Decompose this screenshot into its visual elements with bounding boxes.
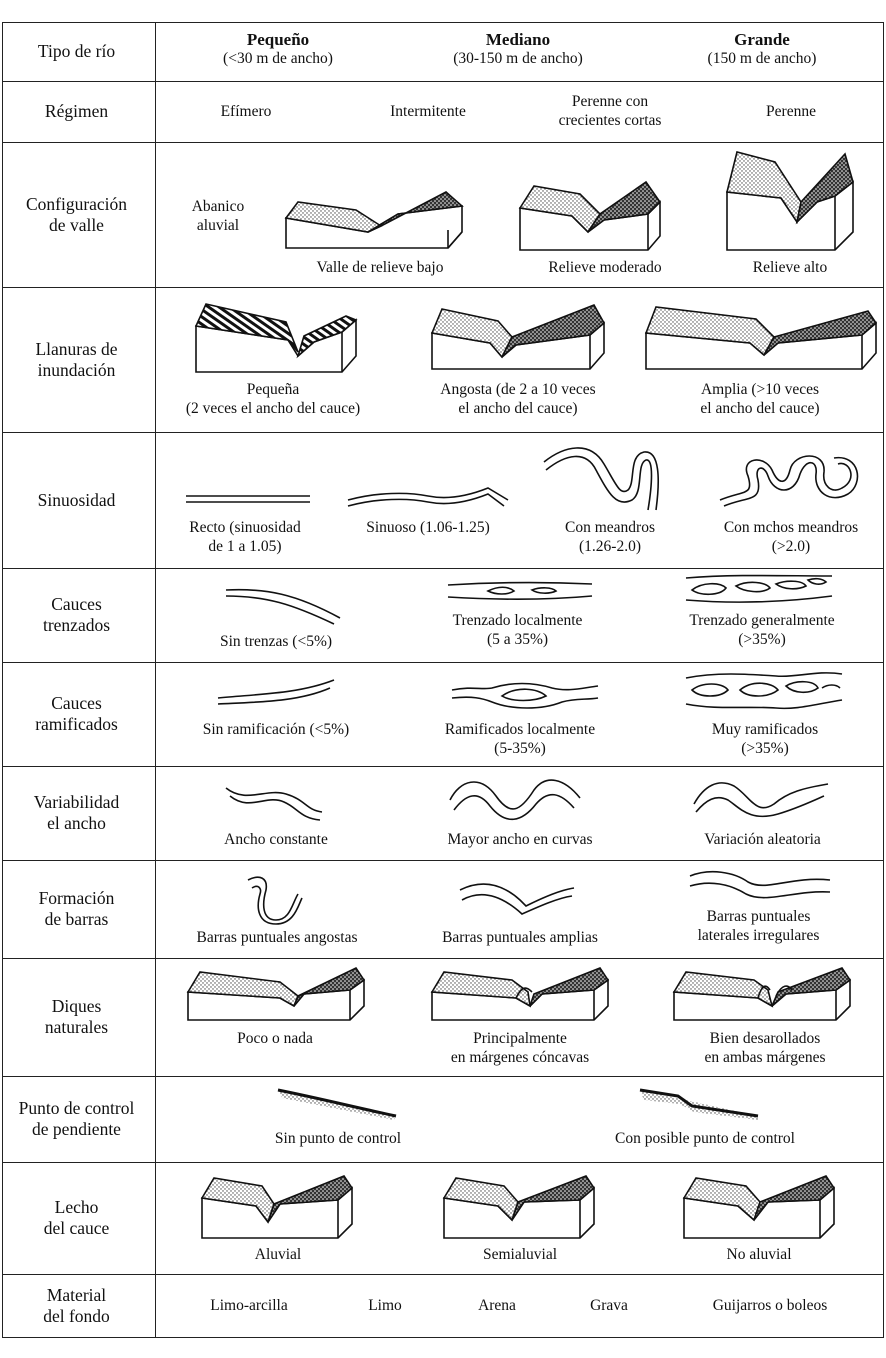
ramificados-sin: Sin ramificación (<5%) xyxy=(202,721,350,738)
ramificados-localmente-line1: Ramificados localmente xyxy=(444,721,596,738)
tipo-grande-sub: (150 m de ancho) xyxy=(707,50,817,67)
variabilidad-curvas: Mayor ancho en curvas xyxy=(447,831,593,848)
llanuras-angosta xyxy=(418,380,618,418)
sinuosidad-muchos-line1: Con mchos meandros xyxy=(723,519,859,536)
row-head-valle xyxy=(0,142,153,287)
ramificados-muy xyxy=(690,720,840,758)
levees-concave-block xyxy=(432,968,608,1020)
valle-relieve-bajo: Valle de relieve bajo xyxy=(316,259,444,276)
variabilidad-head-line1: Variabilidad xyxy=(33,792,120,812)
random-width-variation-sketch xyxy=(694,776,828,822)
row-head-variabilidad xyxy=(0,766,153,860)
trenzados-generalmente xyxy=(672,611,852,649)
llanuras-pequena xyxy=(168,380,378,418)
valle-abanico xyxy=(178,197,258,235)
sinuous-channel-sketch xyxy=(348,482,508,510)
punto-head-line2: de pendiente xyxy=(32,1119,121,1139)
row-head-llanuras xyxy=(0,287,153,432)
constant-width-sketch xyxy=(226,784,326,820)
trenzados-generalmente-line1: Trenzado generalmente xyxy=(689,612,835,629)
llanuras-amplia xyxy=(665,380,855,418)
lecho-head-line2: del cauce xyxy=(43,1218,110,1238)
ramificados-localmente xyxy=(425,720,615,758)
llanuras-pequena-line1: Pequeña xyxy=(246,381,300,398)
valley-moderate-relief-block xyxy=(520,180,660,250)
tipo-pequeno xyxy=(193,30,363,68)
bed-semialluvial-block xyxy=(444,1174,594,1238)
llanuras-amplia-line2: el ancho del cauce) xyxy=(700,400,820,417)
trenzados-localmente-line1: Trenzado localmente xyxy=(452,612,583,629)
valle-abanico-line1: Abanico xyxy=(191,198,245,215)
tipo-mediano xyxy=(428,30,608,68)
diques-concavas xyxy=(430,1029,610,1067)
material-head-line2: del fondo xyxy=(43,1306,110,1326)
llanuras-head-line1: Llanuras de xyxy=(35,338,118,359)
barras-amplias: Barras puntuales amplias xyxy=(442,929,598,946)
diques-head-line1: Diques xyxy=(51,996,102,1016)
regimen-perenne-crecientes xyxy=(540,92,680,130)
tipo-pequeno-sub: (<30 m de ancho) xyxy=(223,50,333,67)
barras-irregulares-line1: Barras puntuales xyxy=(706,908,811,925)
ramificados-head-line2: ramificados xyxy=(35,714,118,734)
narrow-point-bars-sketch xyxy=(248,874,302,924)
ramificados-muy-line2: (>35%) xyxy=(741,740,789,757)
regimen-perenne-line1: Perenne con xyxy=(571,93,649,110)
lecho-semialuvial: Semialuvial xyxy=(482,1246,558,1263)
row-head-tipo: Tipo de río xyxy=(37,41,116,61)
highly-branched-sketch xyxy=(686,670,842,710)
barras-irregulares-line2: laterales irregulares xyxy=(697,927,820,944)
material-head-line1: Material xyxy=(46,1285,107,1305)
no-branching-sketch xyxy=(218,680,334,706)
wide-point-bars-sketch xyxy=(460,880,574,916)
floodplain-narrow-block xyxy=(432,303,604,369)
levees-little-block xyxy=(188,968,364,1020)
material-limo: Limo xyxy=(368,1297,402,1314)
bed-nonalluvial-block xyxy=(684,1174,834,1238)
variabilidad-constante: Ancho constante xyxy=(224,831,328,848)
trenzados-sin: Sin trenzas (<5%) xyxy=(219,633,333,650)
sinuosidad-muchos-meandros xyxy=(706,518,876,556)
diques-concavas-line2: en márgenes cóncavas xyxy=(450,1049,590,1066)
lecho-no-aluvial: No aluvial xyxy=(726,1246,792,1263)
punto-head-line1: Punto de control xyxy=(18,1098,135,1118)
row-head-barras xyxy=(0,860,153,958)
wider-at-bends-sketch xyxy=(450,776,580,822)
locally-branched-sketch xyxy=(452,680,598,710)
trenzados-localmente-line2: (5 a 35%) xyxy=(486,631,549,648)
punto-posible: Con posible punto de control xyxy=(615,1130,795,1147)
valle-head-line2: de valle xyxy=(49,214,104,235)
sinuosidad-recto xyxy=(170,518,320,556)
row-head-trenzados xyxy=(0,568,153,662)
material-guijarros: Guijarros o boleos xyxy=(712,1297,828,1314)
sinuosidad-meandros xyxy=(545,518,675,556)
material-limo-arcilla: Limo-arcilla xyxy=(210,1297,288,1314)
levees-both-banks-block xyxy=(674,968,850,1020)
sinuosidad-recto-line2: de 1 a 1.05) xyxy=(208,538,282,555)
trenzados-localmente xyxy=(430,611,605,649)
llanuras-amplia-line1: Amplia (>10 veces xyxy=(700,381,820,398)
valle-abanico-line2: aluvial xyxy=(196,217,240,234)
ramificados-muy-line1: Muy ramificados xyxy=(711,721,819,738)
row-head-sinuosidad: Sinuosidad xyxy=(37,489,116,510)
llanuras-head-line2: inundación xyxy=(37,359,116,380)
valley-high-relief-block xyxy=(727,152,853,250)
regimen-perenne-line2: crecientes cortas xyxy=(558,112,662,129)
punto-sin: Sin punto de control xyxy=(274,1130,402,1147)
variabilidad-head-line2: el ancho xyxy=(47,813,106,833)
irregular-lateral-bars-sketch xyxy=(690,868,830,904)
trenzados-head-line2: trenzados xyxy=(42,615,111,635)
valley-low-relief-block xyxy=(286,192,462,250)
no-control-point-slope xyxy=(278,1086,398,1120)
row-head-material xyxy=(0,1274,153,1338)
floodplain-wide-block xyxy=(646,303,876,369)
sinuosidad-recto-line1: Recto (sinuosidad xyxy=(189,519,301,536)
llanuras-angosta-line1: Angosta (de 2 a 10 veces xyxy=(440,381,596,398)
trenzados-head-line1: Cauces xyxy=(51,594,102,614)
sinuosidad-muchos-line2: (>2.0) xyxy=(771,538,811,555)
sinuosidad-meandros-line2: (1.26-2.0) xyxy=(579,538,641,555)
ramificados-head-line1: Cauces xyxy=(51,693,102,713)
tipo-mediano-sub: (30-150 m de ancho) xyxy=(453,50,583,67)
lecho-head-line1: Lecho xyxy=(54,1197,99,1217)
generally-braided-sketch xyxy=(686,574,832,604)
barras-angostas: Barras puntuales angostas xyxy=(196,929,358,946)
diques-head-line2: naturales xyxy=(44,1017,109,1037)
valle-relieve-alto: Relieve alto xyxy=(752,259,828,276)
barras-head-line1: Formación xyxy=(38,888,115,908)
sinuosidad-sinuoso: Sinuoso (1.06-1.25) xyxy=(366,519,490,536)
tipo-mediano-title: Mediano xyxy=(485,30,551,49)
diques-ambas-line2: en ambas márgenes xyxy=(704,1049,826,1066)
valle-relieve-moderado: Relieve moderado xyxy=(548,259,662,276)
diques-poco: Poco o nada xyxy=(237,1030,313,1047)
material-grava: Grava xyxy=(590,1297,628,1314)
row-head-diques xyxy=(0,958,153,1076)
material-arena: Arena xyxy=(478,1297,516,1314)
diques-concavas-line1: Principalmente xyxy=(473,1030,567,1047)
ramificados-localmente-line2: (5-35%) xyxy=(494,740,546,757)
tipo-pequeno-title: Pequeño xyxy=(246,30,310,49)
row-head-ramificados xyxy=(0,662,153,766)
possible-control-point-slope xyxy=(640,1086,760,1120)
regimen-perenne: Perenne xyxy=(766,103,816,120)
regimen-intermitente: Intermitente xyxy=(390,103,466,120)
locally-braided-sketch xyxy=(448,580,592,602)
bed-alluvial-block xyxy=(202,1174,352,1238)
floodplain-small-block xyxy=(196,300,356,372)
lecho-aluvial: Aluvial xyxy=(254,1246,302,1263)
no-braids-sketch xyxy=(226,584,340,624)
row-head-regimen: Régimen xyxy=(44,101,109,121)
valle-head-line1: Configuración xyxy=(25,193,128,214)
regimen-efimero: Efímero xyxy=(220,103,272,120)
row-head-lecho xyxy=(0,1162,153,1274)
tipo-grande xyxy=(677,30,847,68)
barras-irregulares xyxy=(676,907,841,945)
diques-ambas-line1: Bien desarollados xyxy=(709,1030,821,1047)
sinuosidad-meandros-line1: Con meandros xyxy=(565,519,655,536)
meandering-channel-sketch xyxy=(544,442,670,512)
row-head-punto xyxy=(0,1076,153,1162)
straight-channel-sketch xyxy=(186,492,310,506)
llanuras-pequena-line2: (2 veces el ancho del cauce) xyxy=(185,400,361,417)
variabilidad-aleatoria: Variación aleatoria xyxy=(704,831,821,848)
tipo-grande-title: Grande xyxy=(734,30,790,49)
trenzados-generalmente-line2: (>35%) xyxy=(738,631,786,648)
highly-meandering-channel-sketch xyxy=(720,450,864,506)
diques-ambas xyxy=(680,1029,850,1067)
llanuras-angosta-line2: el ancho del cauce) xyxy=(458,400,578,417)
barras-head-line2: de barras xyxy=(44,909,109,929)
